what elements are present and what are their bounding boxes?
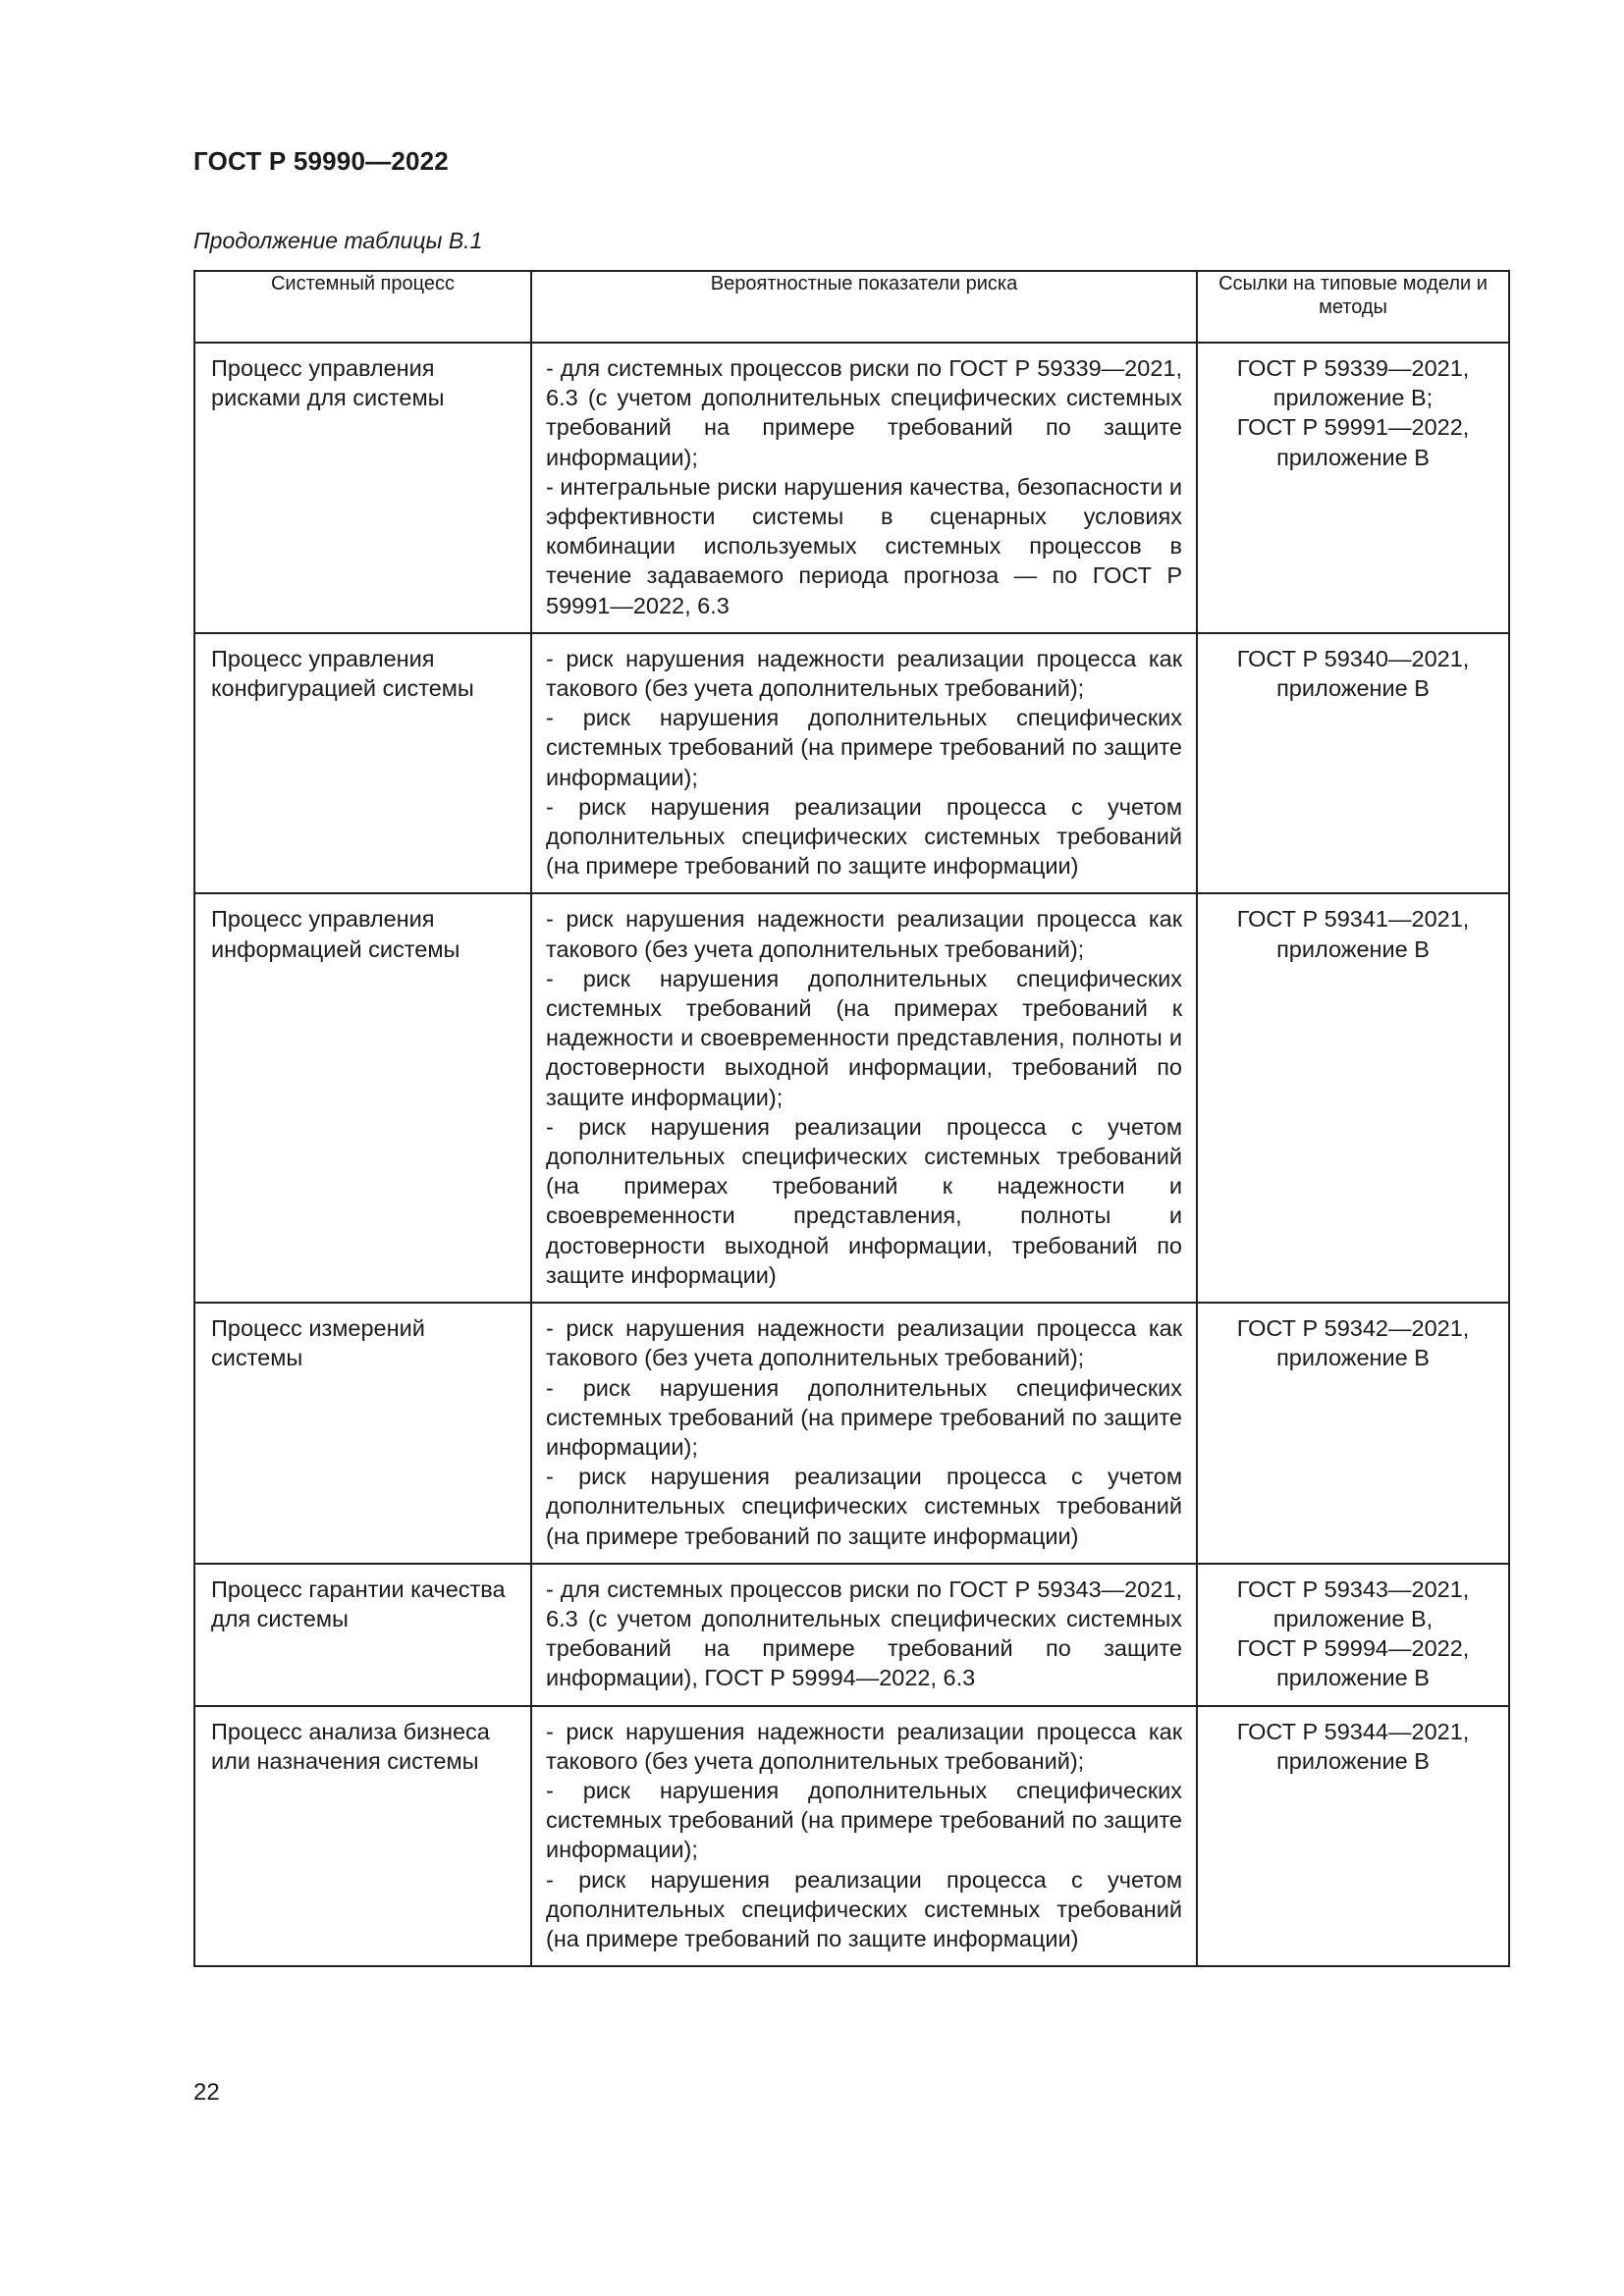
table-row [194, 893, 1509, 1303]
reference-item: ГОСТ Р 59341—2021, приложение В [1236, 906, 1470, 962]
risk-item: - риск нарушения надежности реализации процесса как такового (без учета дополнительных требований); [546, 1718, 1182, 1774]
table-row [194, 1706, 1509, 1967]
column-header-references: Ссылки на типовые модели и методы [1197, 271, 1509, 343]
process-cell: Процесс управления информацией системы [194, 893, 531, 1303]
table-row [194, 1303, 1509, 1564]
table-row [194, 633, 1509, 894]
risk-item: - риск нарушения надежности реализации процесса как такового (без учета дополнительных требований); [546, 645, 1182, 702]
table-row [194, 343, 1509, 633]
process-cell: Процесс управления рисками для системы [194, 343, 531, 633]
reference-cell [1197, 343, 1509, 633]
reference-cell [1197, 1706, 1509, 1967]
risk-item: - риск нарушения надежности реализации процесса как такового (без учета дополнительных требований); [546, 1315, 1182, 1371]
column-header-process: Системный процесс [194, 271, 531, 343]
table-row [194, 1564, 1509, 1706]
risk-cell [531, 1706, 1197, 1967]
reference-cell [1197, 633, 1509, 894]
reference-cell [1197, 1303, 1509, 1564]
risk-item: - риск нарушения реализации процесса с учетом дополнительных специфических системных требований (на примерах требований к надежности и своевременности представления, полноты и достоверности выходной информации, требований по защите информации) [546, 1113, 1182, 1288]
table-caption: Продолжение таблицы В.1 [193, 228, 483, 253]
document-code: ГОСТ Р 59990—2022 [193, 146, 449, 176]
page-number: 22 [193, 2079, 220, 2106]
risk-table [193, 270, 1510, 1967]
risk-item: - риск нарушения дополнительных специфических системных требований (на примере требований по защите информации); [546, 1374, 1182, 1460]
risk-item: - для системных процессов риски по ГОСТ Р 59343—2021, 6.3 (с учетом дополнительных специфических системных требований на примере требований по защите информации), ГОСТ Р 59994—2022, 6.3 [546, 1575, 1182, 1691]
reference-item: ГОСТ Р 59343—2021, приложение В, [1236, 1575, 1470, 1631]
risk-cell [531, 1564, 1197, 1706]
risk-item: - риск нарушения реализации процесса с учетом дополнительных специфических системных требований (на примере требований по защите информации) [546, 1866, 1182, 1951]
risk-cell [531, 893, 1197, 1303]
risk-item: - риск нарушения реализации процесса с учетом дополнительных специфических системных требований (на примере требований по защите информации) [546, 1464, 1182, 1549]
reference-cell [1197, 1564, 1509, 1706]
reference-item: ГОСТ Р 59339—2021, приложение В; [1236, 355, 1470, 411]
reference-item: ГОСТ Р 59994—2022, приложение В [1236, 1635, 1470, 1691]
risk-cell [531, 343, 1197, 633]
reference-item: ГОСТ Р 59342—2021, приложение В [1236, 1315, 1470, 1371]
column-header-risk-indicators: Вероятностные показатели риска [531, 271, 1197, 343]
reference-cell [1197, 893, 1509, 1303]
risk-item: - риск нарушения дополнительных специфических системных требований (на примерах требований к надежности и своевременности представления, полноты и достоверности выходной информации, требований по защите информации); [546, 965, 1182, 1110]
process-cell: Процесс управления конфигурацией системы [194, 633, 531, 894]
table-header-row [194, 271, 1509, 343]
risk-item: - интегральные риски нарушения качества, безопасности и эффективности системы в сценарных условиях комбинации используемых системных процессов в течение задаваемого периода прогноза — по ГОСТ Р 59991—2022, 6.3 [546, 473, 1182, 618]
risk-cell [531, 633, 1197, 894]
risk-item: - риск нарушения дополнительных специфических системных требований (на примере требований по защите информации); [546, 1777, 1182, 1863]
process-cell: Процесс анализа бизнеса или назначения системы [194, 1706, 531, 1967]
reference-item: ГОСТ Р 59340—2021, приложение В [1236, 645, 1470, 702]
risk-item: - риск нарушения надежности реализации процесса как такового (без учета дополнительных требований); [546, 906, 1182, 962]
process-cell: Процесс гарантии качества для системы [194, 1564, 531, 1706]
process-cell: Процесс измерений системы [194, 1303, 531, 1564]
reference-item: ГОСТ Р 59344—2021, приложение В [1236, 1718, 1470, 1774]
risk-item: - риск нарушения дополнительных специфических системных требований (на примере требований по защите информации); [546, 705, 1182, 790]
risk-item: - риск нарушения реализации процесса с учетом дополнительных специфических системных требований (на примере требований по защите информации) [546, 793, 1182, 880]
reference-item: ГОСТ Р 59991—2022, приложение В [1236, 414, 1470, 470]
risk-cell [531, 1303, 1197, 1564]
risk-item: - для системных процессов риски по ГОСТ Р 59339—2021, 6.3 (с учетом дополнительных специфических системных требований на примере требований по защите информации); [546, 355, 1182, 470]
